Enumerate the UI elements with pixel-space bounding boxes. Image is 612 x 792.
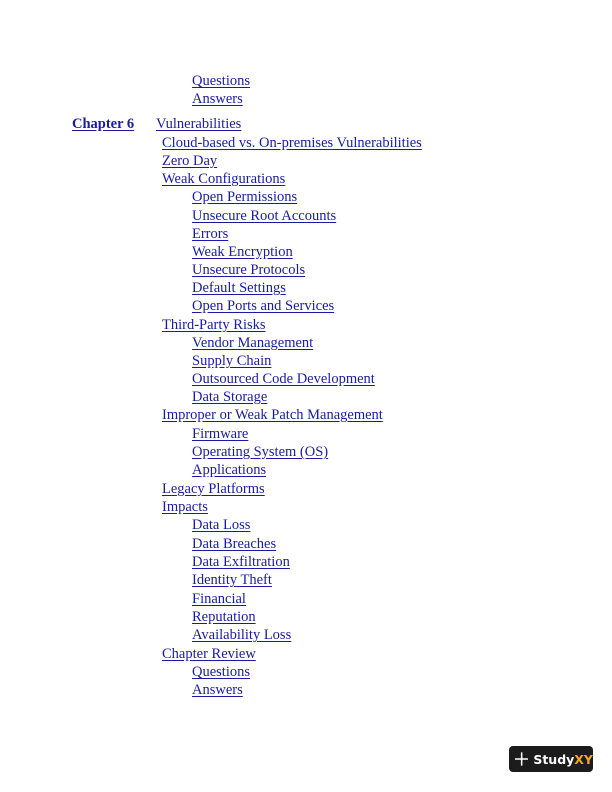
toc-entry[interactable] <box>192 516 250 534</box>
toc-entry[interactable] <box>192 207 336 225</box>
toc-link-label[interactable]: Improper or Weak Patch Management <box>162 407 383 423</box>
chapter-heading[interactable] <box>0 115 612 133</box>
toc-entry[interactable] <box>192 626 291 644</box>
toc-entry[interactable] <box>192 663 250 681</box>
chapter-title[interactable]: Vulnerabilities <box>156 116 242 132</box>
toc-link-label[interactable]: Data Loss <box>192 517 251 533</box>
toc-link-label[interactable]: Weak Encryption <box>192 244 293 260</box>
toc-entry[interactable] <box>162 316 266 334</box>
toc-link-label[interactable]: Legacy Platforms <box>162 481 265 497</box>
toc-entry[interactable] <box>162 170 285 188</box>
toc-link-label[interactable]: Open Permissions <box>192 189 298 205</box>
toc-entry[interactable] <box>192 425 248 443</box>
logo-brand-accent: XY <box>574 751 593 767</box>
toc-link-label[interactable]: Cloud-based vs. On-premises Vulnerabilities <box>162 135 422 151</box>
toc-link-label[interactable]: Questions <box>192 73 250 89</box>
toc-link-label[interactable]: Third-Party Risks <box>162 317 266 333</box>
toc-entry[interactable] <box>192 334 313 352</box>
toc-entry[interactable] <box>192 279 286 297</box>
toc-entry[interactable] <box>192 443 328 461</box>
toc-link-label[interactable]: Chapter Review <box>162 646 256 662</box>
toc-link-label[interactable]: Impacts <box>162 499 208 515</box>
toc-link-label[interactable]: Outsourced Code Development <box>192 371 375 387</box>
toc-entry[interactable] <box>192 553 290 571</box>
toc-link-label[interactable]: Unsecure Root Accounts <box>192 208 337 224</box>
toc-entry[interactable] <box>192 681 243 699</box>
toc-entry[interactable] <box>192 370 375 388</box>
toc-entry[interactable] <box>192 261 305 279</box>
toc-link-label[interactable]: Default Settings <box>192 280 286 296</box>
toc-link-label[interactable]: Data Storage <box>192 389 268 405</box>
toc-link-label[interactable]: Open Ports and Services <box>192 298 335 314</box>
toc-entry[interactable] <box>192 225 228 243</box>
toc-entry[interactable] <box>162 498 208 516</box>
toc-link-label[interactable]: Data Exfiltration <box>192 554 290 570</box>
toc-entry[interactable] <box>192 535 276 553</box>
toc-link-label[interactable]: Supply Chain <box>192 353 272 369</box>
toc-entry[interactable] <box>162 645 256 663</box>
toc-link-label[interactable]: Errors <box>192 226 229 242</box>
toc-entry[interactable] <box>192 590 246 608</box>
toc-entry[interactable] <box>192 243 293 261</box>
studyxy-logo <box>509 746 593 772</box>
toc-link-prev-answers[interactable] <box>192 90 243 108</box>
logo-brand-main: Study <box>533 751 575 767</box>
toc-entry[interactable] <box>162 134 422 152</box>
toc-entry[interactable] <box>192 297 334 315</box>
toc-link-prev-questions[interactable] <box>192 72 250 90</box>
toc-link-label[interactable]: Zero Day <box>162 153 218 169</box>
toc-link-label[interactable]: Answers <box>192 91 243 107</box>
toc-link-label[interactable]: Applications <box>192 462 267 478</box>
chapter-number[interactable]: Chapter 6 <box>72 116 135 132</box>
toc-link-label[interactable]: Reputation <box>192 609 256 625</box>
toc-entry[interactable] <box>192 352 271 370</box>
toc-entry[interactable] <box>192 461 266 479</box>
toc-link-label[interactable]: Questions <box>192 664 250 680</box>
toc-link-label[interactable]: Identity Theft <box>192 572 272 588</box>
toc-entry[interactable] <box>162 406 383 424</box>
plus-icon <box>515 752 528 766</box>
toc-entry[interactable] <box>192 608 256 626</box>
toc-entry[interactable] <box>192 188 297 206</box>
toc-link-label[interactable]: Answers <box>192 682 243 698</box>
toc-entry[interactable] <box>162 152 217 170</box>
toc-link-label[interactable]: Financial <box>192 591 246 607</box>
toc-link-label[interactable]: Unsecure Protocols <box>192 262 306 278</box>
toc-entry[interactable] <box>192 388 267 406</box>
toc-link-label[interactable]: Vendor Management <box>192 335 314 351</box>
toc-link-label[interactable]: Weak Configurations <box>162 171 286 187</box>
toc-entry[interactable] <box>192 571 272 589</box>
toc-link-label[interactable]: Data Breaches <box>192 536 277 552</box>
toc-entry[interactable] <box>162 480 265 498</box>
toc-link-label[interactable]: Availability Loss <box>192 627 292 643</box>
toc-link-label[interactable]: Firmware <box>192 426 249 442</box>
toc-link-label[interactable]: Operating System (OS) <box>192 444 329 460</box>
